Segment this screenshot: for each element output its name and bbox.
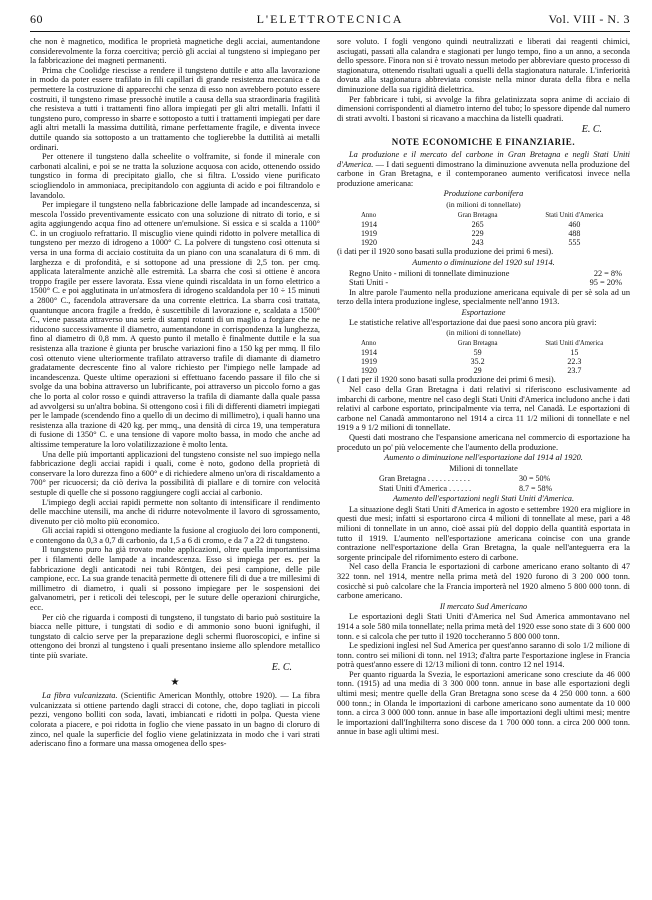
table-row bbox=[337, 366, 630, 375]
table-cell: 29 bbox=[473, 366, 482, 376]
subsection-title: Aumento o diminuzione del 1920 sul 1914. bbox=[412, 257, 555, 267]
item-label: Regno Unito - milioni di tonnellate diminuzione bbox=[349, 268, 510, 278]
list-item bbox=[337, 484, 630, 493]
paragraph: Per ottenere il tungsteno dalla scheelite o volframite, si fonde il minerale con carbonati alcalini, e poi se ne tratta la soluzione acquosa con acido, ottenendo ossido tungstico in forma di precipitato giallo, che si filtra. L'ossido viene purificato sciogliendolo in ammoniaca, precipitandolo con aggiunta di acido e poi filtrandolo e lavandolo. bbox=[30, 152, 320, 200]
subsection-title: Aumento o diminuzione nell'esportazione dal 1914 al 1920. bbox=[384, 453, 583, 463]
right-column bbox=[337, 37, 630, 737]
export-table bbox=[337, 339, 630, 376]
paragraph: Per impiegare il tungsteno nella fabbricazione delle lampade ad incandescenza, si mescola l'ossido preventivamente essicato con una soluzione di nitrato di torio, e si agita aggiungendo acqua fino ad ottenere un'emulsione. Si essica e si scalda a 1100° C. in un crogiuolo refrattario. Il miscuglio viene quindi ridotto in polvere metallica di tungsteno per mezzo di idrogeno a 1000° C. La polvere di tungsteno così ottenuta si versa in una forma di acciaio costituita da un piano con una scanalatura di 6 mm. di larghezza e di profondità, e si sottopone ad una pressione di 2,5 ton. per cmq. applicata lateralmente anzichè alle estremità. La sbarra che così si ottiene è ancora troppo fragile per essere lavorata. Essa viene quindi riscaldata in un forno elettrico a 1500° C. e poi agglutinata in un'atmosfera di idrogeno scaldandola per 10 ÷ 15 minuti a 2800° C., facendola attraversare da una corrente elettrica. La sbarra così trattata, quantunque ancora fragile a freddo, è suscettibile di lavorazione e, scaldata a 1500° C., viene passata attraverso una serie di stampi rotanti di un maglio a forgiare che ne riducono successivamente il diametro, aumentandone in corrispondenza la lunghezza, fino al diametro di 0,8 mm. A questo punto il metallo è finalmente duttile e la sua resistenza alla trazione è giunta per brusche variazioni fino a 150 kg per mmq. Il filo così ottenuto viene ulteriormente trafilato attraverso trafile di diamante di diametro gradatamente decrescente fino al valore richiesto per l'impiego nelle lampade ad incandescenza. Queste ultime operazioni si effettuano facendo passare il filo che si svolge da una bobina attraverso un lubrificante, poi attraverso un piccolo forno a gas che lo porta al color rosso e quindi attraverso la trafila di diamante dalla quale passa ad avvolgersi su un'altra bobina. Si ottengono così i fili di differenti diametri impiegati per le lampade (scendendo fino a quello di un decimo di millimetro), i quali hanno una resistenza alla trazione di 420 kg. per mmq., una densità di circa 19, una temperatura di fusione di 1350° C. e una tensione di vapore molto bassa, in modo che anche ad altissime temperature la loro volatilizzazione è molto lenta. bbox=[30, 200, 320, 449]
item-value: 95 = 20% bbox=[589, 278, 622, 288]
list-item bbox=[337, 269, 630, 279]
paragraph: Le statistiche relative all'esportazione dai due paesi sono ancora più gravi: bbox=[349, 318, 597, 328]
delta-export-list bbox=[337, 474, 630, 493]
table-cell: 59 bbox=[473, 347, 482, 357]
column-header: Stati Uniti d'America bbox=[545, 211, 604, 219]
subsection-title: Il mercato Sud Americano bbox=[439, 601, 528, 611]
table-row bbox=[337, 238, 630, 247]
item-label: Gran Bretagna . . . . . . . . . . . bbox=[379, 474, 470, 484]
table-cell: 1914 bbox=[361, 347, 377, 357]
subsection-title: Aumento dell'esportazioni negli Stati Uniti d'America. bbox=[392, 494, 575, 504]
paragraph: Per ciò che riguarda i composti di tungsteno, il tungstato di bario può sostituire la biacca nelle pitture, i tungstati di sodio e di ammonio sono buoni ignifughi, il tungstato di calcio serve per la preparazione degli schermi fluoroscopici, e infine si ottengono dei bronzi al tungsteno i quali presentano insieme allo splendore metallico tinte più svariate. bbox=[30, 612, 320, 660]
item-value: 30 = 50% bbox=[519, 474, 551, 484]
table-cell: 1914 bbox=[361, 219, 377, 229]
author-signature: E. C. bbox=[271, 661, 292, 673]
paragraph: che non è magnetico, modifica le proprietà magnetiche degli acciai, aumentandone considerevolmente la forza coercitiva; perciò gli acciai al tungsteno si impiegano per la fabbricazione dei magneti permanenti. bbox=[30, 37, 320, 66]
table-note: (i dati per il 1920 sono basati sulla produzione dei primi 6 mesi). bbox=[337, 247, 554, 257]
article-text: (Scientific American Monthly, ottobre 1920). — La fibra vulcanizzata si ottiene partendo dagli stracci di cotone, che, dopo tagliati in piccoli pezzi, vengono bolliti con soda, lavati, imbiancati e ridotti in polpa. Questa viene colorata a piacere, e poi ridotta in foglio che viene passato in un bagno di cloruro di zinco, nel quale la superficie del foglio viene gelatinizzata in modo che i vari strati aderiscano fino a formare una massa omogenea dello spes- bbox=[30, 691, 320, 749]
table-cell: 243 bbox=[471, 238, 484, 248]
paragraph: Prima che Coolidge riescisse a rendere il tungsteno duttile e atto alla lavorazione in modo da poter essere trafilato in fili capillari di grande resistenza meccanica e da permettere la costruzione di apparecchi che senza di esso non avrebbero potuto essere costruiti, il tungsteno rimase pressochè inutile a causa della sua straordinaria fragilità che resisteva a tutti i trattamenti fino allora impiegati per gli altri metalli. Infatti il tungsteno puro, compresso in sbarre e sottoposto a tutti i trattamenti impiegati per dare agli altri metalli la massima duttilità, rimane perfettamente fragile, e diventa invece duttile quando sia sottoposto a un trattamento che toglierebbe la duttilità ai metalli ordinari. bbox=[30, 65, 320, 152]
table-row bbox=[337, 220, 630, 229]
table-header-row bbox=[337, 339, 630, 348]
paragraph: In altre parole l'aumento nella produzione americana equivale di per sè sola ad un terzo della intera produzione inglese, specialmente nell'anno 1913. bbox=[337, 287, 630, 307]
star-separator-icon: ★ bbox=[170, 676, 180, 688]
column-header: Anno bbox=[361, 339, 377, 347]
item-label: Stati Uniti - bbox=[349, 278, 389, 288]
paragraph: Gli acciai rapidi si ottengono mediante la fusione al crogiuolo dei loro componenti, e contengono da 0,3 a 0,7 di carbonio, da 1,5 a 6 di cromo, e da 7 a 22 di tungsteno. bbox=[30, 526, 320, 545]
column-header: Gran Bretagna bbox=[457, 339, 498, 347]
page-number: 60 bbox=[30, 12, 43, 26]
volume-number: Vol. VIII - N. 3 bbox=[548, 12, 630, 26]
section-heading: NOTE ECONOMICHE E FINANZIARIE. bbox=[391, 137, 576, 148]
subsection-title: Esportazione bbox=[461, 307, 506, 317]
table-cell: 35.2 bbox=[470, 357, 485, 367]
paragraph: Il tungsteno puro ha già trovato molte applicazioni, oltre quella importantissima per i filamenti delle lampade a incandescenza. Esso si impiega per es. per la fabbricazione degli anticatodi nei tubi Röntgen, dei pesi campione, delle pile campione, ecc. La sua grande tenacità permette di ottenere fili di due a tre millesimi di millimetro di diametro, i quali si possono impiegare per le sospensioni dei galvanometri, per i reticoli dei telescopi, per le suture delle operazioni chirurgiche, ecc. bbox=[30, 545, 320, 613]
list-item bbox=[337, 474, 630, 483]
table-unit: Milioni di tonnellate bbox=[449, 463, 518, 473]
table-cell: 1920 bbox=[361, 238, 377, 248]
table-unit: (in milioni di tonnellate) bbox=[446, 199, 521, 209]
table-cell: 1919 bbox=[361, 357, 377, 367]
paragraph: Nel caso della Francia le esportazioni di carbone americano erano soltanto di 47 322 tonn. nel 1914, mentre nella prima metà del 1920 furono di 3 200 000 tonn. cosicchè si può calcolare che la Francia importerà nel 1920 almeno 5 800 000 tonn. di carbone americano. bbox=[337, 562, 630, 601]
paragraph: L'impiego degli acciai rapidi permette non soltanto di intensificare il rendimento delle macchine utensili, ma anche di ridurre notevolmente il lavoro di sgrossamento, divenuto per ciò molto più economico. bbox=[30, 497, 320, 526]
item-label: Stati Uniti d'America . . . . . . bbox=[379, 483, 472, 493]
table-unit: (in milioni di tonnellate) bbox=[446, 328, 521, 338]
paragraph-production bbox=[337, 150, 630, 188]
article-text: — I dati seguenti dimostrano la diminuzione avvenuta nella produzione del carbone in Gran Bretagna, e il contemporaneo aumento verificatosi invece nella produzione americana: bbox=[337, 159, 630, 188]
table-cell: 23.7 bbox=[567, 366, 582, 376]
table-cell: 1919 bbox=[361, 228, 377, 238]
paragraph: Nel caso della Gran Bretagna i dati relativi si riferiscono esclusivamente ad imbarchi di carbone, mentre nel caso degli Stati Uniti d'America includono anche i dati relativi al carbone esportato, principalmente via terra, nel Canadà. Le esportazioni di carbone nel Canadà ammontarono nel 1914 a circa 11 1/2 milioni di tonnellate e nel 1919 a 9 1/2 milioni di tonnellate. bbox=[337, 385, 630, 433]
table-cell: 265 bbox=[471, 219, 484, 229]
item-value: 8.7 = 58% bbox=[519, 483, 553, 493]
table-note: ( I dati per il 1920 sono basati sulla produzione dei primi 6 mesi). bbox=[337, 375, 556, 385]
table-row bbox=[337, 229, 630, 238]
paragraph: sore voluto. I fogli vengono quindi neutralizzati e liberati dai reagenti chimici, asciugati, passati alla calandra e stagionati per lungo tempo, fino a un anno, a seconda dello spessore. Finora non si è trovato nessun metodo per abbreviare questo processo di stagionatura, ottenendo risultati uguali a quelli della stagionatura naturale. L'inferiorità dovuta alla stagionatura abbreviata consiste nella minor durata della fibra e nella diminuzione della sua rigidità dielettrica. bbox=[337, 37, 630, 94]
table-cell: 555 bbox=[568, 238, 581, 248]
table-row bbox=[337, 357, 630, 366]
column-header: Gran Bretagna bbox=[457, 211, 498, 219]
article-title: La fibra vulcanizzata. bbox=[42, 691, 118, 701]
column-header: Anno bbox=[361, 211, 377, 219]
author-signature: E. C. bbox=[581, 124, 602, 136]
item-value: 22 = 8% bbox=[593, 268, 622, 278]
delta-production-list bbox=[337, 269, 630, 288]
table-cell: 229 bbox=[471, 228, 484, 238]
paragraph: Una delle più importanti applicazioni del tungsteno consiste nel suo impiego nella fabbricazione degli acciai rapidi i quali, come è noto, godono della proprietà di conservare la loro durezza fino a 600° e di richiedere almeno un'ora di riscaldamento a 700° per ricuocersi; da ciò deriva la possibilità di piallare e di tornire con velocità sestuple di quelle che si possono raggiungere cogli acciai al carbonio. bbox=[30, 449, 320, 497]
table-cell: 15 bbox=[570, 347, 579, 357]
left-column bbox=[30, 37, 320, 749]
paragraph: Le esportazioni degli Stati Uniti d'America nel Sud America ammontavano nel 1914 a sole 580 mila tonnellate; nella prima metà del 1920 esse sono state di 3 600 000 tonn. e si calcola che per tutto il 1920 toccheranno 5 800 000 tonn. bbox=[337, 612, 630, 641]
paragraph-fibra bbox=[30, 691, 320, 749]
paragraph: Le spedizioni inglesi nel Sud America per quest'anno saranno di solo 1/2 milione di tonn. contro sei milioni di tonn. nel 1913; d'altra parte l'esportazione inglese in Francia potrà quest'anno essere di 12/13 milioni di tonn. contro 12 nel 1914. bbox=[337, 641, 630, 670]
table-header-row bbox=[337, 211, 630, 220]
column-header: Stati Uniti d'America bbox=[545, 339, 604, 347]
header-rule bbox=[30, 31, 630, 32]
table-cell: 22.3 bbox=[567, 357, 582, 367]
page-header bbox=[30, 12, 630, 28]
paragraph: Per fabbricare i tubi, si avvolge la fibra gelatinizzata sopra anime di acciaio di dimensioni corrispondenti al diametro interno del tubo; lo spessore dipende dal numero di strati avvolti. I bastoni si ricavano a macchina da listelli quadrati. bbox=[337, 94, 630, 123]
table-row bbox=[337, 348, 630, 357]
paragraph: Per quanto riguarda la Svezia, le esportazioni americane sono cresciute da 46 000 tonn. (1915) ad una media di 3 300 000 tonn. annue in base alle esportazioni degli ultimi mesi; mentre quelle della Gran Bretagna sono scese da 4 250 000 tonn. a 600 000 tonn.; in Olanda le importazioni di carbone americano sono aumentate da 10 000 tonn. a circa 3 000 000 tonn. annue in base alle importazioni degli ultimi mesi; mentre le importazioni dall'Inghilterra sono discese da 1 700 000 tonn. a circa 200 000 tonn. annue in base agli ultimi mesi. bbox=[337, 669, 630, 737]
list-item bbox=[337, 278, 630, 288]
table-cell: 1920 bbox=[361, 366, 377, 376]
article-title: La produzione e il mercato del carbone in Gran Bretagna e negli Stati Uniti d'America. bbox=[337, 149, 630, 169]
paragraph: La situazione degli Stati Uniti d'America in agosto e settembre 1920 era migliore in questi due mesi; infatti si esportarono circa 4 milioni di tonnellate al mese, pari a 48 milioni di tonnellate in un anno, cioè assai più del doppio della quantità esportata in tutto il 1919. L'aumento nell'esportazione americana coincise con una grande contrazione nell'esportazione della Gran Bretagna, la quale nell'anteguerra era la sorgente principale del rifornimento estero di carbone. bbox=[337, 504, 630, 562]
table-title: Produzione carbonifera bbox=[443, 189, 524, 199]
paragraph: Questi dati mostrano che l'espansione americana nel commercio di esportazione ha proceduto un po' più velocemente che l'aumento della produzione. bbox=[337, 433, 630, 452]
table-cell: 488 bbox=[568, 228, 581, 238]
table-cell: 460 bbox=[568, 219, 581, 229]
production-table bbox=[337, 211, 630, 248]
journal-title: L'ELETTROTECNICA bbox=[256, 12, 404, 26]
